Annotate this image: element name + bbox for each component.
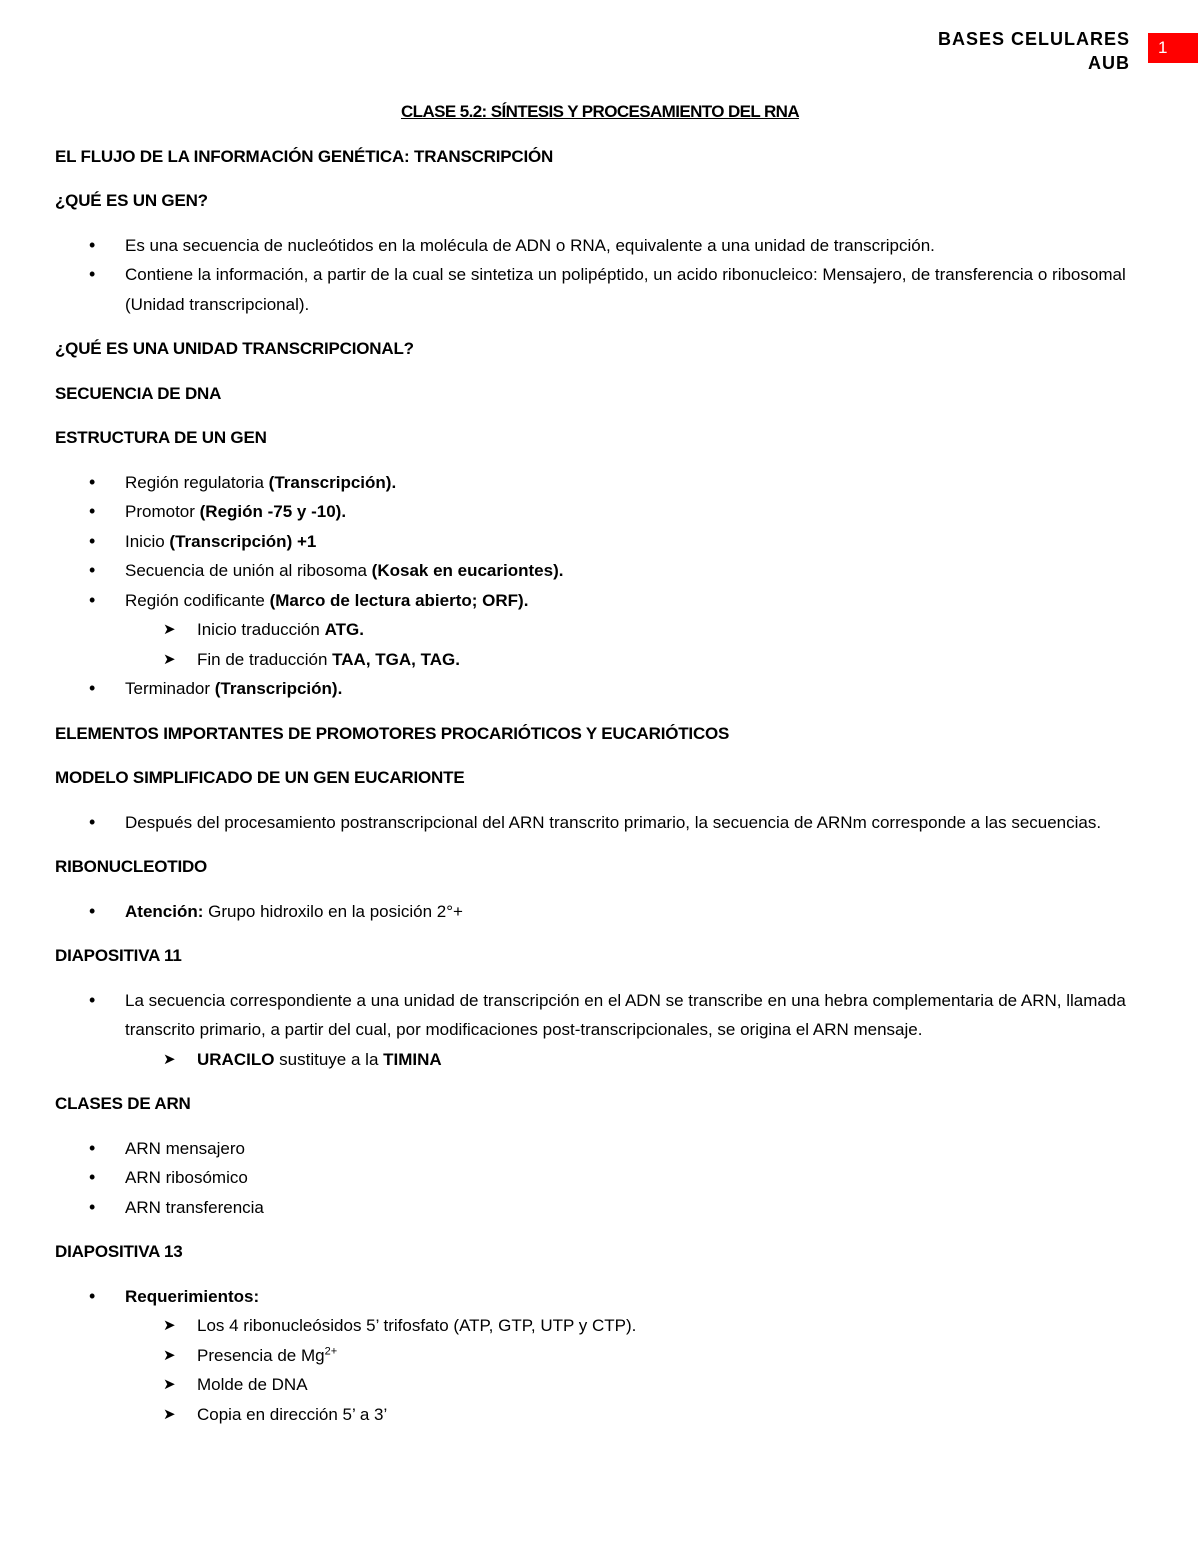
header-course: BASES CELULARES xyxy=(937,29,1130,49)
section-heading: MODELO SIMPLIFICADO DE UN GEN EUCARIONTE xyxy=(55,768,465,787)
list-item: • ARN ribosómico xyxy=(55,1163,1145,1193)
section-heading: DIAPOSITIVA 11 xyxy=(55,946,182,965)
item-text: Región regulatoria xyxy=(125,472,269,492)
section-heading: DIAPOSITIVA 13 xyxy=(55,1242,183,1261)
list-item: • Después del procesamiento postranscripcional del ARN transcrito primario, la secuencia de ARNm corresponde a las secuencias. xyxy=(55,808,1145,838)
list-item xyxy=(55,497,1145,527)
sub-list xyxy=(125,1045,1145,1075)
item-bold-text: (Transcripción). xyxy=(268,472,397,492)
sub-list-item: ➤ Copia en dirección 5’ a 3’ xyxy=(125,1400,1145,1430)
item-bold-text: URACILO xyxy=(197,1049,275,1069)
item-bold-text: (Marco de lectura abierto; ORF). xyxy=(269,590,529,610)
item-text: Presencia de Mg xyxy=(197,1345,325,1365)
header-institution: AUB xyxy=(1088,53,1130,73)
list-item xyxy=(55,674,1145,704)
page-number-badge: 1 xyxy=(1148,33,1198,63)
sub-list-item xyxy=(125,1045,1145,1075)
section-heading: SECUENCIA DE DNA xyxy=(55,383,222,403)
item-text: Grupo hidroxilo en la posición 2°+ xyxy=(203,901,463,921)
bullet-list xyxy=(55,1134,1145,1223)
sub-list-item xyxy=(125,615,1145,645)
list-item xyxy=(55,1282,1145,1430)
item-bold-text: (Región -75 y -10). xyxy=(199,502,347,521)
section-heading: CLASES DE ARN xyxy=(55,1094,191,1113)
section-heading: ELEMENTOS IMPORTANTES DE PROMOTORES PROCARIÓTICOS Y EUCARIÓTICOS xyxy=(55,723,730,743)
item-bold-text: (Kosak en eucariontes). xyxy=(371,561,564,580)
list-item xyxy=(55,527,1145,557)
list-item: • Contiene la información, a partir de la cual se sintetiza un polipéptido, un acido ribonucleico: Mensajero, de transferencia o ribosomal (Unidad transcripcional). xyxy=(55,260,1145,319)
bullet-list xyxy=(55,1282,1145,1430)
list-item xyxy=(55,586,1145,675)
sub-list-item: ➤ Molde de DNA xyxy=(125,1370,1145,1400)
item-text: La secuencia correspondiente a una unidad de transcripción en el ADN se transcribe en una hebra complementaria de ARN, llamada transcrito primario, a partir del cual, por modificaciones post-transcripcionales, se origina el ARN mensaje. xyxy=(125,990,1126,1039)
bullet-list xyxy=(55,897,1145,927)
sub-list-item xyxy=(125,645,1145,675)
item-text: Terminador xyxy=(125,679,215,698)
sub-list-item: ➤ Los 4 ribonucleósidos 5’ trifosfato (ATP, GTP, UTP y CTP). xyxy=(125,1311,1145,1341)
list-item xyxy=(55,468,1145,498)
bullet-list xyxy=(55,468,1145,704)
item-bold-text: TIMINA xyxy=(383,1049,442,1069)
list-item: • ARN transferencia xyxy=(55,1193,1145,1223)
list-item: • ARN mensajero xyxy=(55,1134,1145,1164)
list-item xyxy=(55,986,1145,1075)
item-text: Secuencia de unión al ribosoma xyxy=(125,561,372,580)
document-header xyxy=(938,27,1130,75)
item-text: Promotor xyxy=(125,502,200,521)
section-heading: ¿QUÉ ES UN GEN? xyxy=(55,191,208,210)
section-heading: EL FLUJO DE LA INFORMACIÓN GENÉTICA: TRANSCRIPCIÓN xyxy=(55,146,554,166)
bullet-list xyxy=(55,231,1145,320)
item-bold-text: TAA, TGA, TAG. xyxy=(332,649,460,669)
item-bold-text: Atención: xyxy=(125,901,204,921)
sub-list-item xyxy=(125,1341,1145,1371)
bullet-list xyxy=(55,986,1145,1075)
section-heading: RIBONUCLEOTIDO xyxy=(55,857,208,876)
list-item xyxy=(55,897,1145,927)
section-heading: ¿QUÉ ES UNA UNIDAD TRANSCRIPCIONAL? xyxy=(55,339,414,358)
section-heading: ESTRUCTURA DE UN GEN xyxy=(55,428,267,447)
list-item: • Es una secuencia de nucleótidos en la molécula de ADN o RNA, equivalente a una unidad de transcripción. xyxy=(55,231,1145,261)
item-bold-text: ATG. xyxy=(324,620,364,639)
item-text: Fin de traducción xyxy=(197,649,333,669)
item-text: Región codificante xyxy=(125,590,270,610)
item-text: sustituye a la xyxy=(274,1049,384,1069)
document-body xyxy=(55,97,1145,1444)
item-text: Inicio xyxy=(125,531,170,551)
list-item xyxy=(55,556,1145,586)
item-bold-text: (Transcripción). xyxy=(214,679,343,698)
superscript: 2+ xyxy=(324,1344,338,1357)
item-bold-text: Requerimientos: xyxy=(125,1286,260,1306)
sub-list xyxy=(125,1311,1145,1429)
item-text: Inicio traducción xyxy=(197,620,325,639)
document-title: CLASE 5.2: SÍNTESIS Y PROCESAMIENTO DEL RNA xyxy=(400,102,800,121)
sub-list xyxy=(125,615,1145,674)
bullet-list xyxy=(55,808,1145,838)
item-bold-text: (Transcripción) +1 xyxy=(169,531,317,551)
